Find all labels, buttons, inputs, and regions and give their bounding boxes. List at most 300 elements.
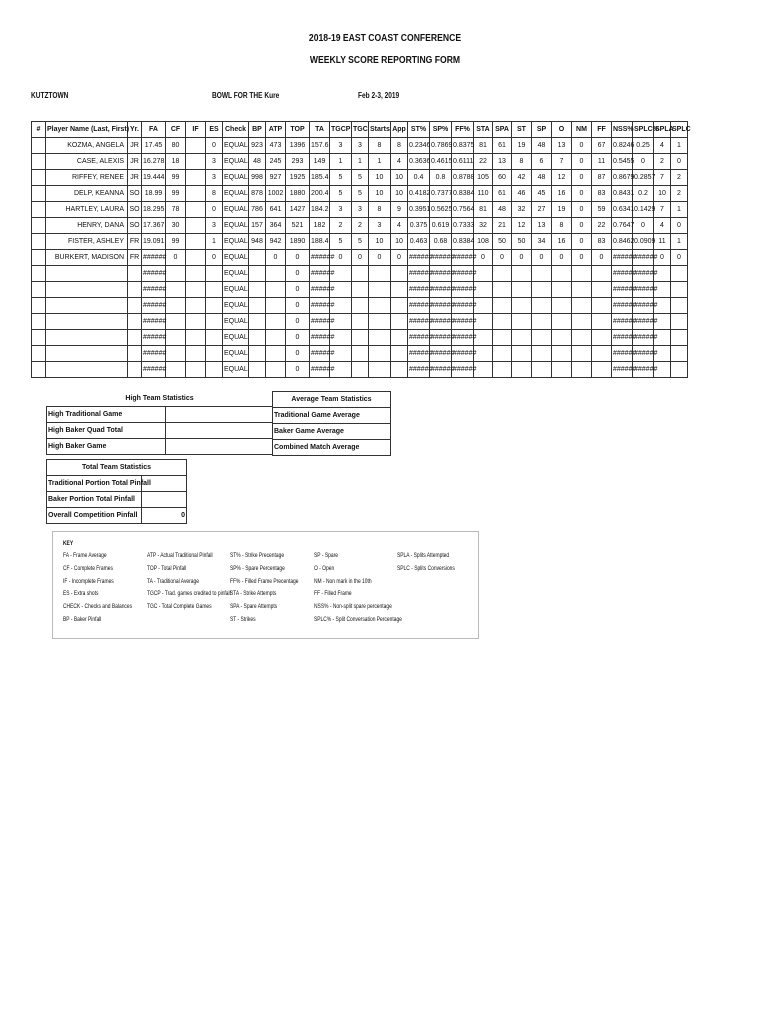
table-cell[interactable] [572,346,592,362]
table-cell[interactable]: ###### [408,266,430,282]
table-cell[interactable] [266,298,286,314]
table-cell[interactable]: SO [128,218,142,234]
table-cell[interactable] [128,362,142,378]
table-cell[interactable] [572,330,592,346]
table-cell[interactable]: 0 [532,250,552,266]
player-name-cell[interactable]: HENRY, DANA [46,218,128,234]
table-cell[interactable] [186,282,206,298]
table-cell[interactable]: 0 [572,154,592,170]
table-cell[interactable] [474,346,493,362]
table-cell[interactable]: 0.5625 [430,202,452,218]
table-cell[interactable] [266,314,286,330]
table-cell[interactable]: ###### [452,298,474,314]
table-cell[interactable] [186,362,206,378]
table-cell[interactable] [532,362,552,378]
table-cell[interactable]: 0 [512,250,532,266]
table-cell[interactable]: EQUAL [223,202,249,218]
table-cell[interactable]: 0.8431 [612,186,633,202]
table-cell[interactable]: 16.278 [142,154,166,170]
table-cell[interactable] [186,202,206,218]
table-cell[interactable] [206,330,223,346]
table-cell[interactable] [166,266,186,282]
table-cell[interactable] [128,330,142,346]
table-cell[interactable] [46,330,128,346]
table-cell[interactable] [671,362,688,378]
table-cell[interactable]: ###### [633,314,654,330]
table-cell[interactable]: ###### [142,346,166,362]
table-cell[interactable]: 34 [532,234,552,250]
table-cell[interactable]: 0 [166,250,186,266]
table-cell[interactable]: 0 [286,298,310,314]
table-cell[interactable] [572,314,592,330]
table-cell[interactable] [46,362,128,378]
table-cell[interactable] [206,282,223,298]
table-cell[interactable]: ###### [612,346,633,362]
table-cell[interactable]: 0.68 [430,234,452,250]
table-cell[interactable]: 786 [249,202,266,218]
table-cell[interactable]: 19.091 [142,234,166,250]
table-cell[interactable]: ###### [612,298,633,314]
table-cell[interactable]: 80 [166,138,186,154]
table-cell[interactable] [391,330,408,346]
table-cell[interactable] [32,218,46,234]
table-cell[interactable]: 59 [592,202,612,218]
table-cell[interactable] [369,266,391,282]
table-cell[interactable] [206,266,223,282]
table-cell[interactable]: 110 [474,186,493,202]
table-cell[interactable]: EQUAL [223,362,249,378]
table-cell[interactable] [128,282,142,298]
table-cell[interactable]: 0.2 [633,186,654,202]
table-cell[interactable]: 11 [592,154,612,170]
table-cell[interactable] [474,282,493,298]
table-cell[interactable]: ###### [142,266,166,282]
table-cell[interactable]: 3 [206,218,223,234]
table-cell[interactable]: 0.25 [633,138,654,154]
table-cell[interactable]: 0 [369,250,391,266]
table-cell[interactable]: 21 [493,218,512,234]
table-cell[interactable] [186,186,206,202]
table-cell[interactable]: ###### [612,330,633,346]
table-cell[interactable]: 0 [654,250,671,266]
table-cell[interactable]: 27 [532,202,552,218]
table-cell[interactable]: 0.4 [408,170,430,186]
table-cell[interactable]: 998 [249,170,266,186]
table-cell[interactable]: 0.7333 [452,218,474,234]
table-cell[interactable]: 6 [532,154,552,170]
table-cell[interactable]: 81 [474,138,493,154]
table-cell[interactable]: 3 [330,202,352,218]
table-cell[interactable] [474,314,493,330]
table-cell[interactable]: 7 [552,154,572,170]
table-cell[interactable]: 0.8 [430,170,452,186]
table-cell[interactable] [552,282,572,298]
table-cell[interactable]: JR [128,154,142,170]
table-cell[interactable] [46,314,128,330]
table-cell[interactable]: 19.444 [142,170,166,186]
table-cell[interactable]: ###### [612,250,633,266]
table-cell[interactable]: 1002 [266,186,286,202]
table-cell[interactable]: 16 [552,234,572,250]
table-cell[interactable]: 0 [493,250,512,266]
table-cell[interactable]: 8 [391,138,408,154]
table-cell[interactable] [46,282,128,298]
table-cell[interactable] [32,346,46,362]
table-cell[interactable]: 0 [286,250,310,266]
table-cell[interactable]: 4 [654,218,671,234]
table-cell[interactable] [369,362,391,378]
table-cell[interactable]: ###### [408,346,430,362]
table-cell[interactable]: 1880 [286,186,310,202]
table-cell[interactable] [352,314,369,330]
table-cell[interactable] [572,282,592,298]
table-cell[interactable]: 0.2346 [408,138,430,154]
table-cell[interactable]: 0.7377 [430,186,452,202]
table-cell[interactable] [572,362,592,378]
table-cell[interactable]: 1 [671,138,688,154]
table-cell[interactable]: 22 [592,218,612,234]
table-cell[interactable]: ###### [633,346,654,362]
table-cell[interactable]: 3 [352,138,369,154]
table-cell[interactable]: ###### [142,330,166,346]
table-cell[interactable] [532,330,552,346]
table-cell[interactable]: 0.5455 [612,154,633,170]
table-cell[interactable]: EQUAL [223,330,249,346]
table-cell[interactable]: 0.3636 [408,154,430,170]
table-cell[interactable]: ###### [310,250,330,266]
table-cell[interactable] [266,330,286,346]
player-name-cell[interactable]: FISTER, ASHLEY [46,234,128,250]
table-cell[interactable]: 22 [474,154,493,170]
table-cell[interactable] [493,346,512,362]
table-cell[interactable]: 5 [352,234,369,250]
table-cell[interactable]: 3 [369,218,391,234]
high-stat-value[interactable] [166,439,273,455]
table-cell[interactable] [474,298,493,314]
table-cell[interactable]: ###### [633,330,654,346]
table-cell[interactable]: ###### [452,250,474,266]
table-cell[interactable]: ###### [310,346,330,362]
table-cell[interactable] [266,266,286,282]
table-cell[interactable] [352,330,369,346]
table-cell[interactable] [512,298,532,314]
table-cell[interactable]: 0 [572,138,592,154]
table-cell[interactable] [671,346,688,362]
table-cell[interactable] [166,330,186,346]
table-cell[interactable]: 46 [512,186,532,202]
table-cell[interactable]: 10 [391,170,408,186]
table-cell[interactable]: 8 [552,218,572,234]
table-cell[interactable]: 83 [592,234,612,250]
table-cell[interactable] [552,298,572,314]
table-cell[interactable]: ###### [430,298,452,314]
table-cell[interactable]: ###### [310,266,330,282]
table-cell[interactable] [572,266,592,282]
total-stat-value[interactable]: 0 [142,508,187,524]
table-cell[interactable] [474,362,493,378]
table-cell[interactable]: ###### [430,330,452,346]
table-cell[interactable] [166,362,186,378]
table-cell[interactable]: 0 [391,250,408,266]
table-cell[interactable]: ###### [633,282,654,298]
table-cell[interactable]: 10 [654,186,671,202]
table-cell[interactable]: 2 [352,218,369,234]
table-cell[interactable]: 99 [166,186,186,202]
table-cell[interactable] [186,266,206,282]
table-cell[interactable]: ###### [142,250,166,266]
table-cell[interactable]: EQUAL [223,138,249,154]
table-cell[interactable]: 0.619 [430,218,452,234]
table-cell[interactable] [493,314,512,330]
table-cell[interactable]: ###### [430,282,452,298]
table-cell[interactable] [46,346,128,362]
table-cell[interactable]: 78 [166,202,186,218]
table-cell[interactable] [32,266,46,282]
table-cell[interactable]: 0 [286,266,310,282]
table-cell[interactable]: ###### [310,298,330,314]
table-cell[interactable] [186,314,206,330]
table-cell[interactable] [166,282,186,298]
table-cell[interactable]: 8 [512,154,532,170]
table-cell[interactable] [352,266,369,282]
table-cell[interactable] [32,314,46,330]
table-cell[interactable]: 8 [206,186,223,202]
table-cell[interactable]: 0.6111 [452,154,474,170]
table-cell[interactable]: 3 [206,154,223,170]
table-cell[interactable]: 0 [286,346,310,362]
table-cell[interactable]: 61 [493,186,512,202]
table-cell[interactable] [32,202,46,218]
table-cell[interactable]: 5 [352,186,369,202]
table-cell[interactable]: 0 [552,250,572,266]
table-cell[interactable] [249,250,266,266]
table-cell[interactable]: 0.6341 [612,202,633,218]
table-cell[interactable]: 3 [352,202,369,218]
table-cell[interactable]: 2 [671,186,688,202]
table-cell[interactable]: 641 [266,202,286,218]
table-cell[interactable]: 0 [286,314,310,330]
table-cell[interactable] [32,138,46,154]
table-cell[interactable]: ###### [142,314,166,330]
table-cell[interactable]: 5 [352,170,369,186]
table-cell[interactable]: ###### [633,362,654,378]
table-cell[interactable]: 4 [654,138,671,154]
table-cell[interactable]: ###### [430,362,452,378]
table-cell[interactable]: 13 [532,218,552,234]
table-cell[interactable]: ###### [633,298,654,314]
table-cell[interactable]: 0 [206,250,223,266]
table-cell[interactable] [352,282,369,298]
table-cell[interactable]: SO [128,202,142,218]
table-cell[interactable] [249,266,266,282]
table-cell[interactable] [671,282,688,298]
table-cell[interactable] [249,346,266,362]
table-cell[interactable]: ###### [612,282,633,298]
table-cell[interactable]: 18.295 [142,202,166,218]
table-cell[interactable]: FR [128,250,142,266]
table-cell[interactable]: 185.4 [310,170,330,186]
table-cell[interactable] [592,346,612,362]
table-cell[interactable]: EQUAL [223,346,249,362]
table-cell[interactable] [391,298,408,314]
table-cell[interactable]: 0.8788 [452,170,474,186]
table-cell[interactable] [249,330,266,346]
table-cell[interactable] [512,314,532,330]
player-name-cell[interactable]: HARTLEY, LAURA [46,202,128,218]
table-cell[interactable]: ###### [612,314,633,330]
table-cell[interactable]: 48 [249,154,266,170]
table-cell[interactable] [592,314,612,330]
table-cell[interactable]: 0 [572,202,592,218]
table-cell[interactable] [186,138,206,154]
table-cell[interactable]: 32 [512,202,532,218]
table-cell[interactable] [32,330,46,346]
table-cell[interactable]: 1 [352,154,369,170]
table-cell[interactable]: 0.0909 [633,234,654,250]
table-cell[interactable] [32,282,46,298]
table-cell[interactable] [32,170,46,186]
table-cell[interactable]: ###### [408,362,430,378]
table-cell[interactable]: 948 [249,234,266,250]
table-cell[interactable]: 11 [654,234,671,250]
table-cell[interactable]: 10 [391,186,408,202]
table-cell[interactable]: 0 [206,138,223,154]
table-cell[interactable] [552,314,572,330]
table-cell[interactable]: 0 [572,170,592,186]
table-cell[interactable] [266,346,286,362]
table-cell[interactable]: ###### [633,266,654,282]
table-cell[interactable]: 4 [391,154,408,170]
table-cell[interactable]: 0.8384 [452,234,474,250]
table-cell[interactable] [474,266,493,282]
table-cell[interactable] [552,362,572,378]
table-cell[interactable]: EQUAL [223,218,249,234]
table-cell[interactable] [352,346,369,362]
table-cell[interactable]: 2 [671,170,688,186]
table-cell[interactable]: 182 [310,218,330,234]
table-cell[interactable] [592,266,612,282]
table-cell[interactable] [32,298,46,314]
table-cell[interactable]: ###### [430,314,452,330]
table-cell[interactable]: 0 [286,282,310,298]
table-cell[interactable] [532,314,552,330]
table-cell[interactable]: EQUAL [223,154,249,170]
player-name-cell[interactable]: BURKERT, MADISON [46,250,128,266]
table-cell[interactable] [369,346,391,362]
table-cell[interactable] [532,282,552,298]
table-cell[interactable]: ###### [430,346,452,362]
table-cell[interactable]: 108 [474,234,493,250]
table-cell[interactable]: 927 [266,170,286,186]
table-cell[interactable]: 12 [512,218,532,234]
table-cell[interactable]: ###### [452,346,474,362]
table-cell[interactable]: 16 [552,186,572,202]
table-cell[interactable] [128,314,142,330]
table-cell[interactable]: EQUAL [223,250,249,266]
table-cell[interactable]: 60 [493,170,512,186]
table-cell[interactable]: 245 [266,154,286,170]
table-cell[interactable]: 1 [206,234,223,250]
table-cell[interactable]: 13 [552,138,572,154]
table-cell[interactable] [266,282,286,298]
table-cell[interactable]: 99 [166,170,186,186]
table-cell[interactable]: 50 [512,234,532,250]
table-cell[interactable]: EQUAL [223,170,249,186]
table-cell[interactable]: 0 [671,250,688,266]
table-cell[interactable] [512,330,532,346]
table-cell[interactable] [391,346,408,362]
table-cell[interactable]: ###### [452,282,474,298]
table-cell[interactable]: 5 [330,234,352,250]
table-cell[interactable]: 61 [493,138,512,154]
table-cell[interactable]: 8 [369,202,391,218]
table-cell[interactable] [186,154,206,170]
table-cell[interactable]: 0.8246 [612,138,633,154]
table-cell[interactable] [512,266,532,282]
table-cell[interactable] [249,362,266,378]
table-cell[interactable] [186,346,206,362]
table-cell[interactable] [671,314,688,330]
table-cell[interactable]: 942 [266,234,286,250]
table-cell[interactable]: 521 [286,218,310,234]
table-cell[interactable]: 149 [310,154,330,170]
table-cell[interactable]: ###### [452,266,474,282]
table-cell[interactable]: FR [128,234,142,250]
table-cell[interactable]: 105 [474,170,493,186]
table-cell[interactable]: ###### [452,314,474,330]
table-cell[interactable]: 0 [474,250,493,266]
table-cell[interactable]: SO [128,186,142,202]
table-cell[interactable]: 157.6 [310,138,330,154]
table-cell[interactable]: 99 [166,234,186,250]
table-cell[interactable] [166,298,186,314]
table-cell[interactable]: 0.4615 [430,154,452,170]
table-cell[interactable] [186,234,206,250]
table-cell[interactable] [493,282,512,298]
table-cell[interactable] [493,362,512,378]
table-cell[interactable]: 3 [206,170,223,186]
table-cell[interactable] [32,250,46,266]
table-cell[interactable] [206,362,223,378]
table-cell[interactable]: 1890 [286,234,310,250]
table-cell[interactable]: 10 [391,234,408,250]
table-cell[interactable] [493,330,512,346]
table-cell[interactable] [186,218,206,234]
table-cell[interactable]: 157 [249,218,266,234]
table-cell[interactable]: ###### [142,298,166,314]
table-cell[interactable] [166,346,186,362]
table-cell[interactable]: 17.45 [142,138,166,154]
table-cell[interactable] [391,314,408,330]
table-cell[interactable]: 10 [369,186,391,202]
table-cell[interactable]: 0 [330,250,352,266]
table-cell[interactable]: ###### [612,362,633,378]
table-cell[interactable] [352,298,369,314]
table-cell[interactable] [671,266,688,282]
high-stat-value[interactable] [166,407,273,423]
table-cell[interactable]: 0.8375 [452,138,474,154]
table-cell[interactable] [186,330,206,346]
table-cell[interactable]: ###### [408,250,430,266]
table-cell[interactable]: 0 [206,202,223,218]
table-cell[interactable]: 0 [572,218,592,234]
table-cell[interactable]: EQUAL [223,266,249,282]
table-cell[interactable]: 18 [166,154,186,170]
table-cell[interactable]: 1925 [286,170,310,186]
table-cell[interactable]: 473 [266,138,286,154]
table-cell[interactable]: ###### [452,362,474,378]
table-cell[interactable]: 10 [369,170,391,186]
